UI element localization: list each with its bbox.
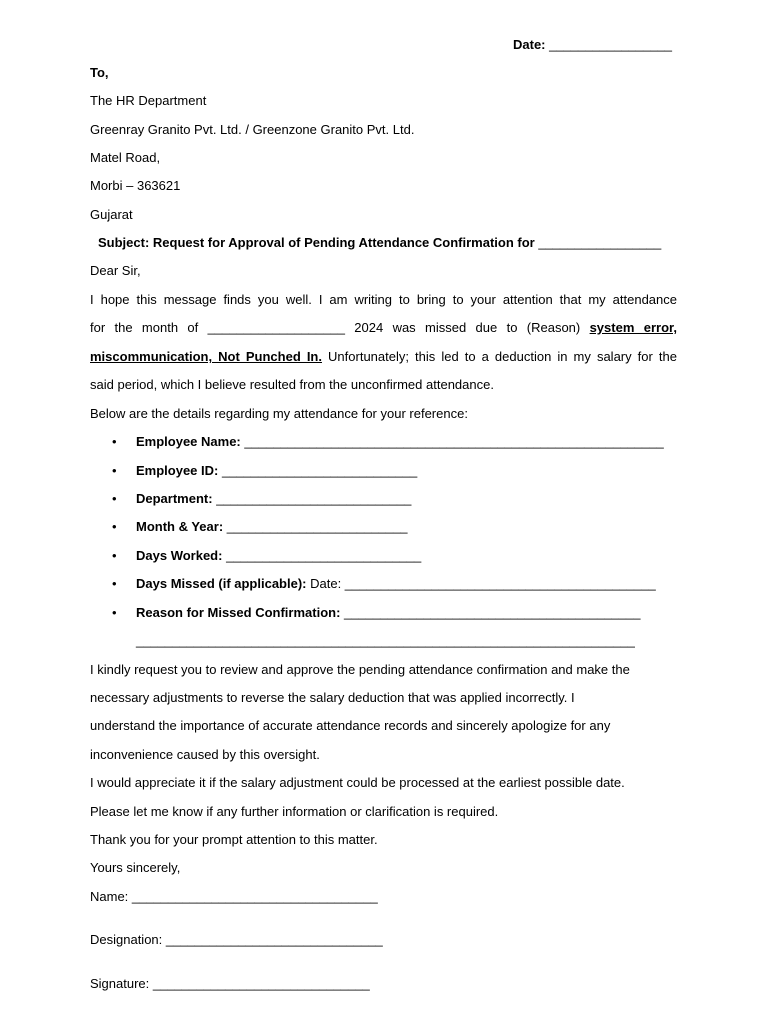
closing-line7: Thank you for your prompt attention to this matter. <box>90 832 378 847</box>
closing-line4: inconvenience caused by this oversight. <box>90 747 320 762</box>
body-para1-line4: said period, which I believe resulted from the unconfirmed attendance. <box>90 377 494 392</box>
body-para1-line2-text: for the month of ___________________ 2024 was missed due to (Reason) <box>90 320 581 335</box>
detail-month-year <box>136 519 408 535</box>
date-blank: _________________ <box>545 37 673 52</box>
address-to: To, <box>90 65 109 80</box>
signoff-signature: Signature: ______________________________ <box>90 976 370 991</box>
detail-label: Days Missed (if applicable): <box>136 576 307 591</box>
detail-extra-line: _____________________________________________________________________ <box>136 633 635 648</box>
subject-text: Subject: Request for Approval of Pending Attendance Confirmation for <box>98 235 539 250</box>
closing-line3: understand the importance of accurate attendance records and sincerely apologize for any <box>90 718 611 733</box>
closing-line2: necessary adjustments to reverse the salary deduction that was applied incorrectly. I <box>90 690 575 705</box>
bullet-icon: • <box>112 434 117 449</box>
body-para1-line3-text: Unfortunately; this led to a deduction in my salary for the <box>321 349 677 364</box>
detail-days-worked <box>136 548 421 564</box>
detail-label: Reason for Missed Confirmation: <box>136 605 341 620</box>
address-road: Matel Road, <box>90 150 161 165</box>
date-label: Date: <box>513 37 546 52</box>
body-para1-line2-bold: system error, <box>589 320 677 335</box>
subject-blank: _________________ <box>538 235 662 250</box>
address-state: Gujarat <box>90 207 133 222</box>
bullet-icon: • <box>112 463 117 478</box>
detail-days-missed <box>136 576 656 592</box>
detail-value: ___________________________ <box>212 491 412 506</box>
signoff-name: Name: __________________________________ <box>90 889 378 904</box>
detail-value: _________________________ <box>223 519 408 534</box>
bullet-icon: • <box>112 519 117 534</box>
detail-label: Days Worked: <box>136 548 223 563</box>
closing-line1: I kindly request you to review and approve the pending attendance confirmation and make the <box>90 662 630 677</box>
detail-employee-id <box>136 463 417 479</box>
bullet-icon: • <box>112 548 117 563</box>
closing-line8: Yours sincerely, <box>90 860 181 875</box>
bullet-icon: • <box>112 605 117 620</box>
detail-department <box>136 491 411 507</box>
address-company: Greenray Granito Pvt. Ltd. / Greenzone Granito Pvt. Ltd. <box>90 122 415 137</box>
detail-employee-name <box>136 434 664 450</box>
detail-value: ___________________________ <box>218 463 418 478</box>
body-para1-line1: I hope this message finds you well. I am writing to bring to your attention that my attendance <box>90 292 677 307</box>
detail-value: __________________________________________________________ <box>240 434 664 449</box>
closing-line6: Please let me know if any further information or clarification is required. <box>90 804 499 819</box>
detail-label: Employee Name: <box>136 434 241 449</box>
bullet-icon: • <box>112 576 117 591</box>
salutation: Dear Sir, <box>90 263 141 278</box>
detail-label: Department: <box>136 491 213 506</box>
body-para1-line2 <box>90 320 677 336</box>
date-line <box>513 37 672 53</box>
detail-label: Month & Year: <box>136 519 224 534</box>
subject-line <box>98 235 661 251</box>
address-city: Morbi – 363621 <box>90 178 181 193</box>
closing-line5: I would appreciate it if the salary adjustment could be processed at the earliest possible date. <box>90 775 625 790</box>
bullet-icon: • <box>112 491 117 506</box>
detail-value: _________________________________________ <box>340 605 641 620</box>
detail-value: Date: ___________________________________________ <box>306 576 656 591</box>
body-para1-line3 <box>90 349 677 365</box>
detail-label: Employee ID: <box>136 463 219 478</box>
detail-reason <box>136 605 640 621</box>
body-para1-line3-bold: miscommunication, Not Punched In. <box>90 349 322 364</box>
signoff-designation: Designation: ______________________________ <box>90 932 383 947</box>
details-intro: Below are the details regarding my attendance for your reference: <box>90 406 468 421</box>
detail-value: ___________________________ <box>222 548 422 563</box>
address-department: The HR Department <box>90 93 207 108</box>
